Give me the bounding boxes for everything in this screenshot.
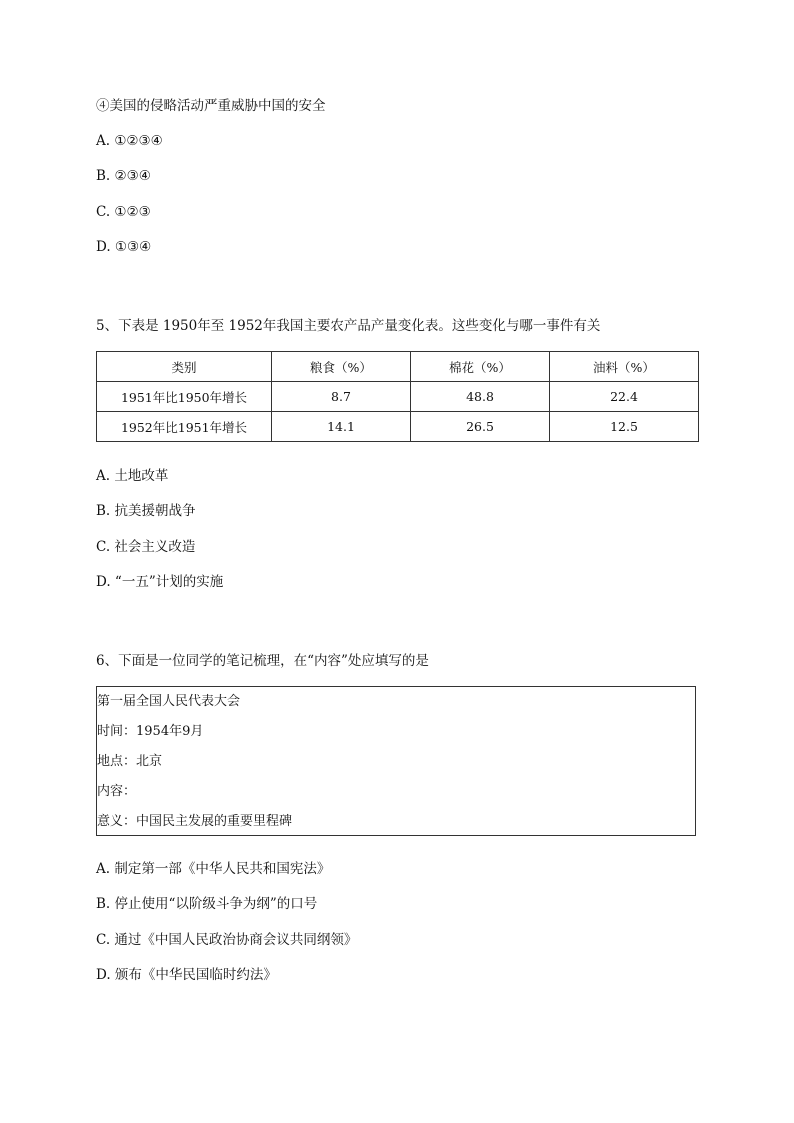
note-time: 时间：1954年9月 — [97, 724, 204, 739]
q5-stem: 5、下表是 1950年至 1952年我国主要农产品产量变化表。这些变化与哪一事件有关 — [96, 318, 601, 334]
q5-option-c[interactable]: C. 社会主义改造 — [96, 539, 196, 555]
table-header-cell: 油料（%） — [550, 352, 699, 382]
table-row — [97, 412, 699, 442]
q6-note-box — [96, 686, 696, 836]
q5-data-table — [96, 351, 699, 442]
note-content: 内容： — [97, 784, 137, 799]
table-cell: 26.5 — [411, 412, 550, 442]
q5-option-a[interactable]: A. 土地改革 — [96, 468, 169, 484]
note-place: 地点：北京 — [97, 754, 163, 769]
q5-option-b[interactable]: B. 抗美援朝战争 — [96, 503, 196, 519]
table-header-row — [97, 352, 699, 382]
q4-option-d[interactable]: D. ①③④ — [96, 239, 152, 255]
table-row — [97, 382, 699, 412]
table-cell: 14.1 — [272, 412, 411, 442]
table-cell: 1951年比1950年增长 — [97, 382, 272, 412]
note-title: 第一届全国人民代表大会 — [97, 694, 241, 709]
table-cell: 1952年比1951年增长 — [97, 412, 272, 442]
q4-statement-4: ④美国的侵略活动严重威胁中国的安全 — [96, 98, 326, 114]
table-cell: 22.4 — [550, 382, 699, 412]
q5-option-d[interactable]: D. “一五”计划的实施 — [96, 574, 224, 590]
q4-option-a[interactable]: A. ①②③④ — [96, 133, 163, 149]
q6-stem: 6、下面是一位同学的笔记梳理，在“内容”处应填写的是 — [96, 653, 429, 669]
q6-option-b[interactable]: B. 停止使用“以阶级斗争为纲”的口号 — [96, 896, 318, 912]
table-cell: 48.8 — [411, 382, 550, 412]
q4-option-c[interactable]: C. ①②③ — [96, 204, 151, 220]
table-header-cell: 粮食（%） — [272, 352, 411, 382]
q4-option-b[interactable]: B. ②③④ — [96, 168, 151, 184]
table-header-cell: 棉花（%） — [411, 352, 550, 382]
table-cell: 8.7 — [272, 382, 411, 412]
note-significance: 意义：中国民主发展的重要里程碑 — [97, 814, 293, 829]
table-cell: 12.5 — [550, 412, 699, 442]
q6-option-c[interactable]: C. 通过《中国人民政治协商会议共同纲领》 — [96, 932, 358, 948]
q6-option-d[interactable]: D. 颁布《中华民国临时约法》 — [96, 967, 277, 983]
q6-option-a[interactable]: A. 制定第一部《中华人民共和国宪法》 — [96, 861, 331, 877]
table-header-cell: 类别 — [97, 352, 272, 382]
